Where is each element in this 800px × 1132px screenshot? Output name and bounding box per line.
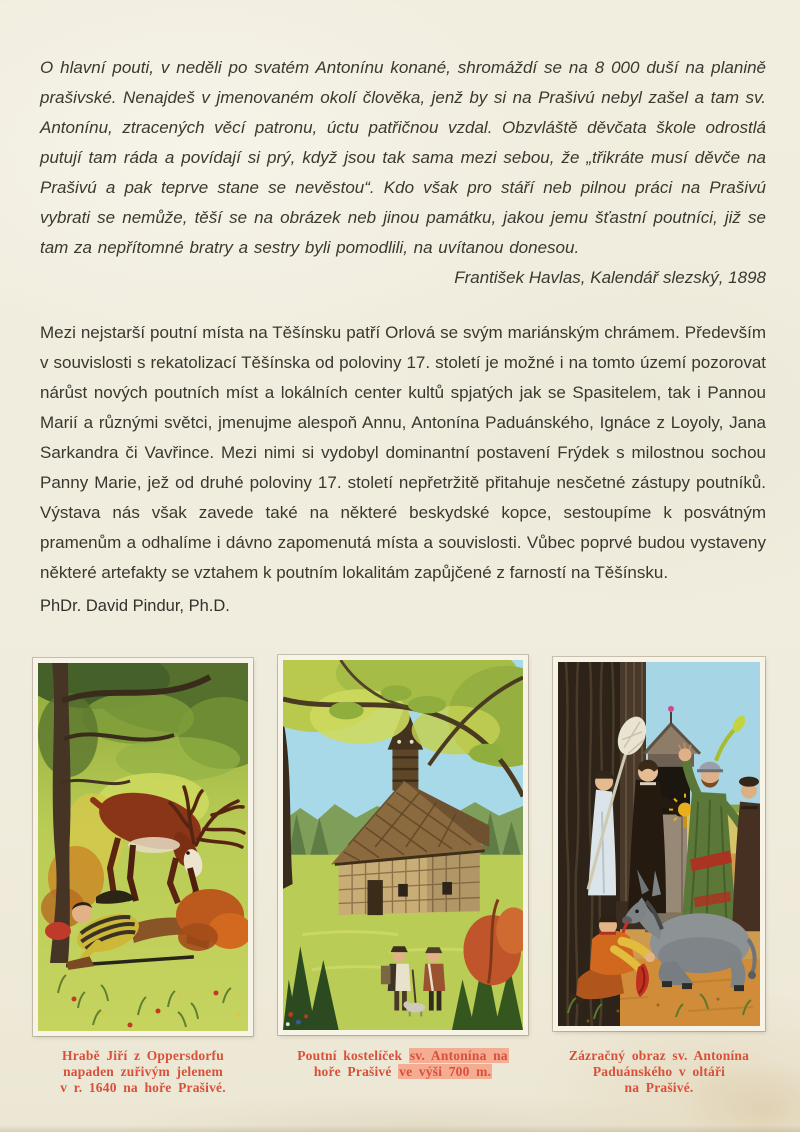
caption-line — [273, 1048, 533, 1064]
caption-line: napaden zuřivým jelenem — [63, 1064, 223, 1079]
caption-text: hoře Prašivé — [313, 1064, 399, 1079]
quote-attribution: František Havlas, Kalendář slezský, 1898 — [454, 268, 766, 287]
caption-line: na Prašivé. — [624, 1080, 694, 1095]
quote-block — [40, 53, 766, 293]
stag-attack-illustration — [38, 663, 248, 1031]
caption-line: v r. 1640 na hoře Prašivé. — [60, 1080, 226, 1095]
author-name: PhDr. David Pindur, Ph.D. — [40, 597, 230, 615]
church-illustration — [283, 660, 523, 1030]
figure-church — [278, 655, 528, 1035]
caption-stag-attack — [28, 1048, 258, 1096]
figure-altar-miracle — [553, 657, 765, 1031]
caption-line — [273, 1064, 533, 1080]
caption-highlighted-text: ve výši 700 m. — [399, 1064, 492, 1079]
caption-altar-miracle — [548, 1048, 770, 1096]
altar-miracle-illustration — [558, 662, 760, 1026]
caption-line: Zázračný obraz sv. Antonína — [568, 1048, 750, 1063]
caption-church — [273, 1048, 533, 1080]
caption-highlighted-text: sv. Antonína na — [409, 1048, 508, 1063]
caption-line: Paduánského v oltáři — [592, 1064, 726, 1079]
figure-stag-attack — [33, 658, 253, 1036]
intro-paragraph: Mezi nejstarší poutní místa na Těšínsku patří Orlová se svým mariánským chrámem. Především v souvislosti s rekatolizací Těšínska od poloviny 17. století je možné i na tomto území pozorovat nárůst nových poutních míst a lokálních center kultů spjatých jak se Spasitelem, tak i Pannou Marií a různými světci, jmenujme alespoň Annu, Antonína Paduánského, Ignáce z Loyoly, Jana Sarkandra či Vavřince. Mezi nimi si vydobyl dominantní postavení Frýdek s milostnou sochou Panny Marie, jež od druhé poloviny 17. století nepřetržitě přitahuje nesčetné zástupy poutníků. Výstava nás však zavede také na některé beskydské kopce, sestoupíme k posvátným pramenům a odhalíme i dávno zapomenutá místa a souvislosti. Vůbec poprvé budou vystaveny některé artefakty se vztahem k poutním lokalitám zapůjčené z farností na Těšínsku. — [40, 323, 766, 582]
caption-line: Hrabě Jiří z Oppersdorfu — [62, 1048, 224, 1063]
caption-text: Poutní kostelíček — [297, 1048, 409, 1063]
quote-paragraph: O hlavní pouti, v neděli po svatém Antonínu konané, shromáždí se na 8 000 duší na planině prašivské. Nenajdeš v jmenovaném okolí člověka, jenž by si na Prašivú nebyl zašel a tam sv. Antonínu, ztracených věcí patronu, úctu patřičnou vzdal. Obzvláště děvčata škole odrostlá putují tam ráda a povídají si prý, když jsou tak sama mezi sebou, že „třikráte musí děvče na Prašivú a pak teprve stane se nevěstou“. Kdo však pro stáří neb pilnou práci na Prašivú vybrati se nemůže, těší se na obrázek neb jinou památku, jakou jemu šťastní poutníci, již se tam za nepřítomné bratry a sestry byli pomodlili, na uvítanou donesou. — [40, 58, 766, 257]
